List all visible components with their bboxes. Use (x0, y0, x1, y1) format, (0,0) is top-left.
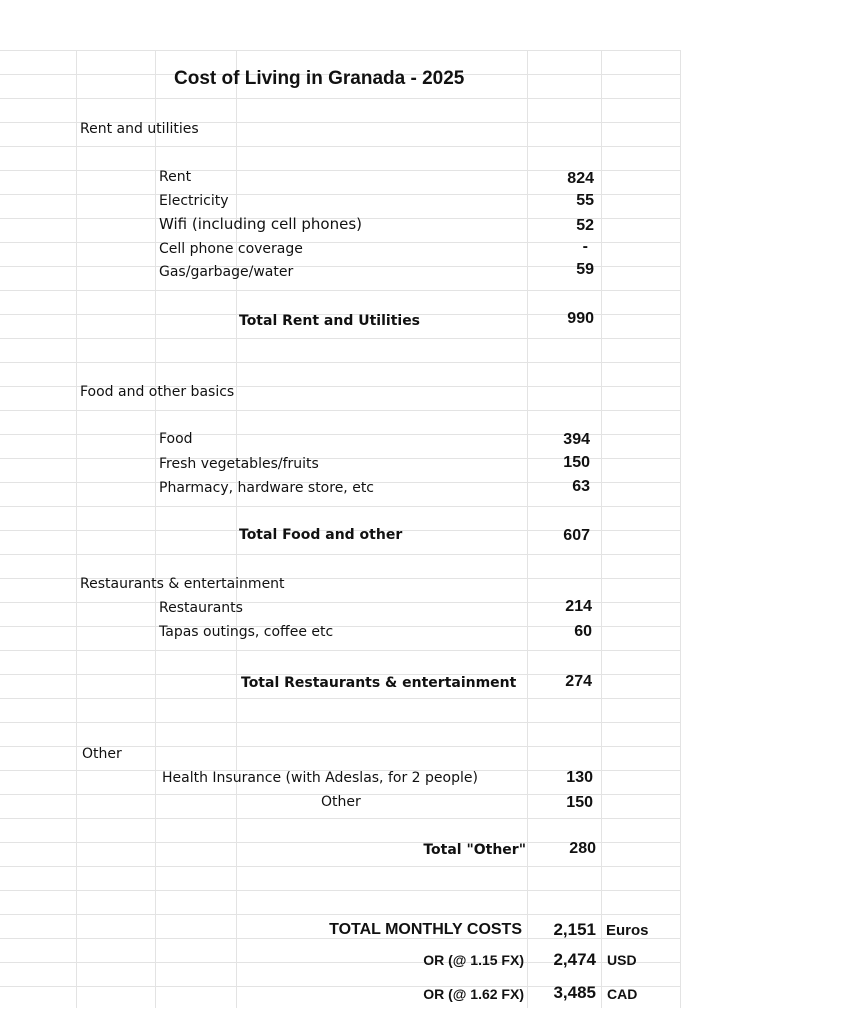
column-divider (236, 50, 237, 1008)
item-value-cell-phone: - (582, 238, 588, 255)
column-divider (155, 50, 156, 1008)
item-value-food: 394 (563, 431, 590, 448)
total-value-other: 280 (569, 840, 596, 857)
item-label-vegetables: Fresh vegetables/fruits (159, 456, 319, 472)
item-label-food: Food (159, 431, 193, 447)
grand-total-unit: Euros (606, 922, 649, 939)
item-value-rent: 824 (567, 170, 594, 187)
item-label-wifi: Wifi (including cell phones) (159, 215, 363, 233)
grand-total-value: 2,151 (553, 920, 596, 939)
total-value-food: 607 (563, 527, 590, 544)
total-label-food: Total Food and other (239, 527, 403, 543)
section-heading-food: Food and other basics (80, 384, 235, 400)
item-value-wifi: 52 (576, 217, 594, 234)
item-label-gas: Gas/garbage/water (159, 264, 294, 280)
usd-conversion-label: OR (@ 1.15 FX) (423, 952, 524, 968)
total-value-restaurants: 274 (565, 673, 592, 690)
item-value-vegetables: 150 (563, 454, 590, 471)
total-label-restaurants: Total Restaurants & entertainment (241, 675, 517, 691)
item-value-tapas: 60 (574, 623, 592, 640)
item-label-pharmacy: Pharmacy, hardware store, etc (159, 480, 375, 496)
section-heading-restaurants: Restaurants & entertainment (80, 576, 285, 592)
cad-conversion-value: 3,485 (553, 983, 596, 1002)
item-label-rent: Rent (159, 169, 192, 185)
item-value-pharmacy: 63 (572, 478, 590, 495)
item-value-other: 150 (566, 794, 593, 811)
column-divider (601, 50, 602, 1008)
usd-conversion-value: 2,474 (553, 950, 596, 969)
usd-unit: USD (607, 952, 637, 968)
item-value-restaurants: 214 (565, 598, 592, 615)
item-label-electricity: Electricity (159, 193, 229, 209)
item-label-tapas: Tapas outings, coffee etc (159, 624, 334, 640)
total-value-rent: 990 (567, 310, 594, 327)
item-value-gas: 59 (576, 261, 594, 278)
section-heading-other: Other (82, 746, 122, 762)
grand-total-label: TOTAL MONTHLY COSTS (329, 921, 522, 938)
column-divider (680, 50, 681, 1008)
item-value-health-insurance: 130 (566, 769, 593, 786)
cad-unit: CAD (607, 986, 638, 1002)
item-label-other: Other (321, 794, 361, 810)
total-label-other: Total "Other" (423, 842, 526, 858)
column-divider (76, 50, 77, 1008)
cad-conversion-label: OR (@ 1.62 FX) (423, 986, 524, 1002)
section-heading-rent: Rent and utilities (80, 121, 199, 137)
page-title: Cost of Living in Granada - 2025 (174, 68, 465, 89)
item-label-cell-phone: Cell phone coverage (159, 241, 303, 257)
item-label-health-insurance: Health Insurance (with Adeslas, for 2 people) (162, 770, 478, 786)
total-label-rent: Total Rent and Utilities (239, 313, 421, 329)
item-value-electricity: 55 (576, 192, 594, 209)
item-label-restaurants: Restaurants (159, 600, 243, 616)
